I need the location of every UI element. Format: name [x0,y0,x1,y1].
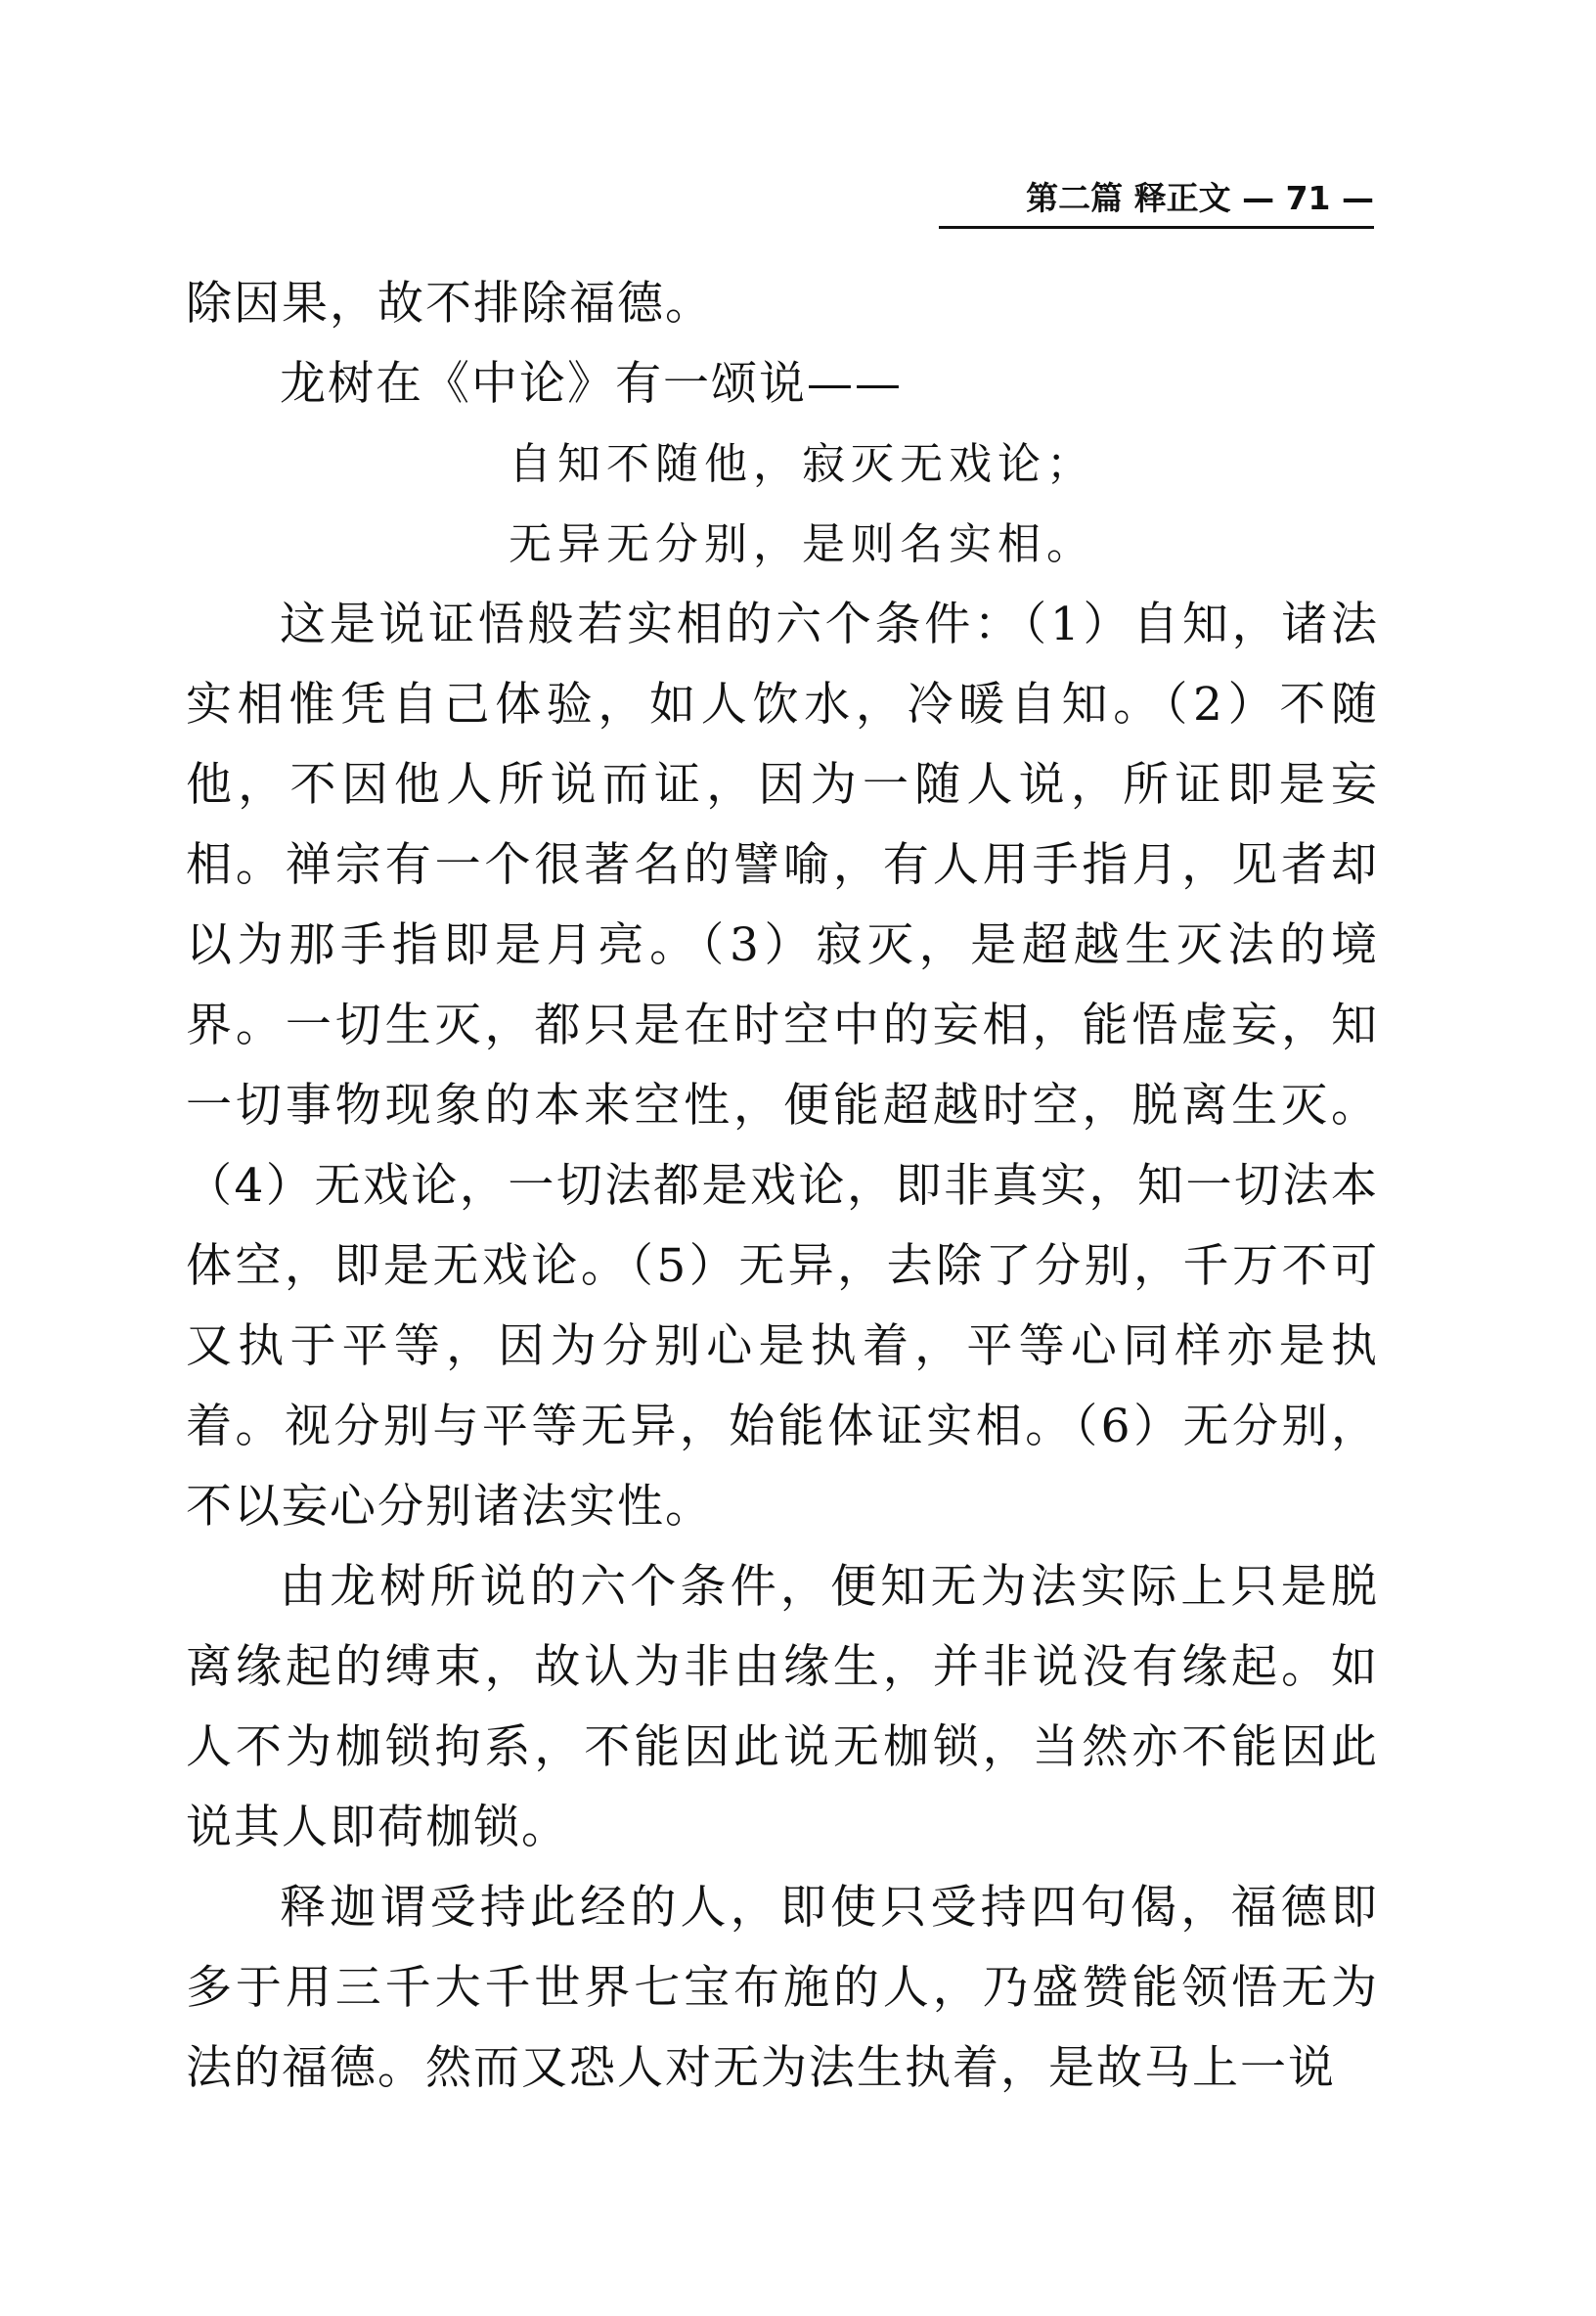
paragraph-six-conditions: 这是说证悟般若实相的六个条件：（1）自知，诸法实相惟凭自己体验，如人饮水，冷暖自知。（2）不随他，不因他人所说而证，因为一随人说，所证即是妄相。禅宗有一个很著名的譬喻，有人用手指月，见者却以为那手指即是月亮。（3）寂灭，是超越生灭法的境界。一切生灭，都只是在时空中的妄相，能悟虚妄，知一切事物现象的本来空性，便能超越时空，脱离生灭。（4）无戏论，一切法都是戏论，即非真实，知一切法本体空，即是无戏论。（5）无异，去除了分别，千万不可又执于平等，因为分别心是执着，平等心同样亦是执着。视分别与平等无异，始能体证实相。（6）无分别，不以妄心分别诸法实性。 [186,598,1379,1534]
header-rule [939,226,1374,229]
paragraph-unconditioned: 由龙树所说的六个条件，便知无为法实际上只是脱离缘起的缚束，故认为非由缘生，并非说没有缘起。如人不为枷锁拘系，不能因此说无枷锁，当然亦不能因此说其人即荷枷锁。 [186,1560,1379,1854]
paragraph-intro-verse: 龙树在《中论》有一颂说—— [280,357,903,411]
running-head: 第二篇 释正文 — 71 — [1026,179,1374,217]
body-text [186,264,1379,2109]
verse-line-2: 无异无分别，是则名实相。 [509,519,1095,569]
verse-line-1: 自知不随他，寂灭无戏论； [509,439,1095,489]
paragraph-continuation: 除因果，故不排除福德。 [186,277,713,331]
paragraph-merit: 释迦谓受持此经的人，即使只受持四句偈，福德即多于用三千大千世界七宝布施的人，乃盛赞能领悟无为法的福德。然而又恐人对无为法生执着，是故马上一说 [186,1881,1379,2095]
